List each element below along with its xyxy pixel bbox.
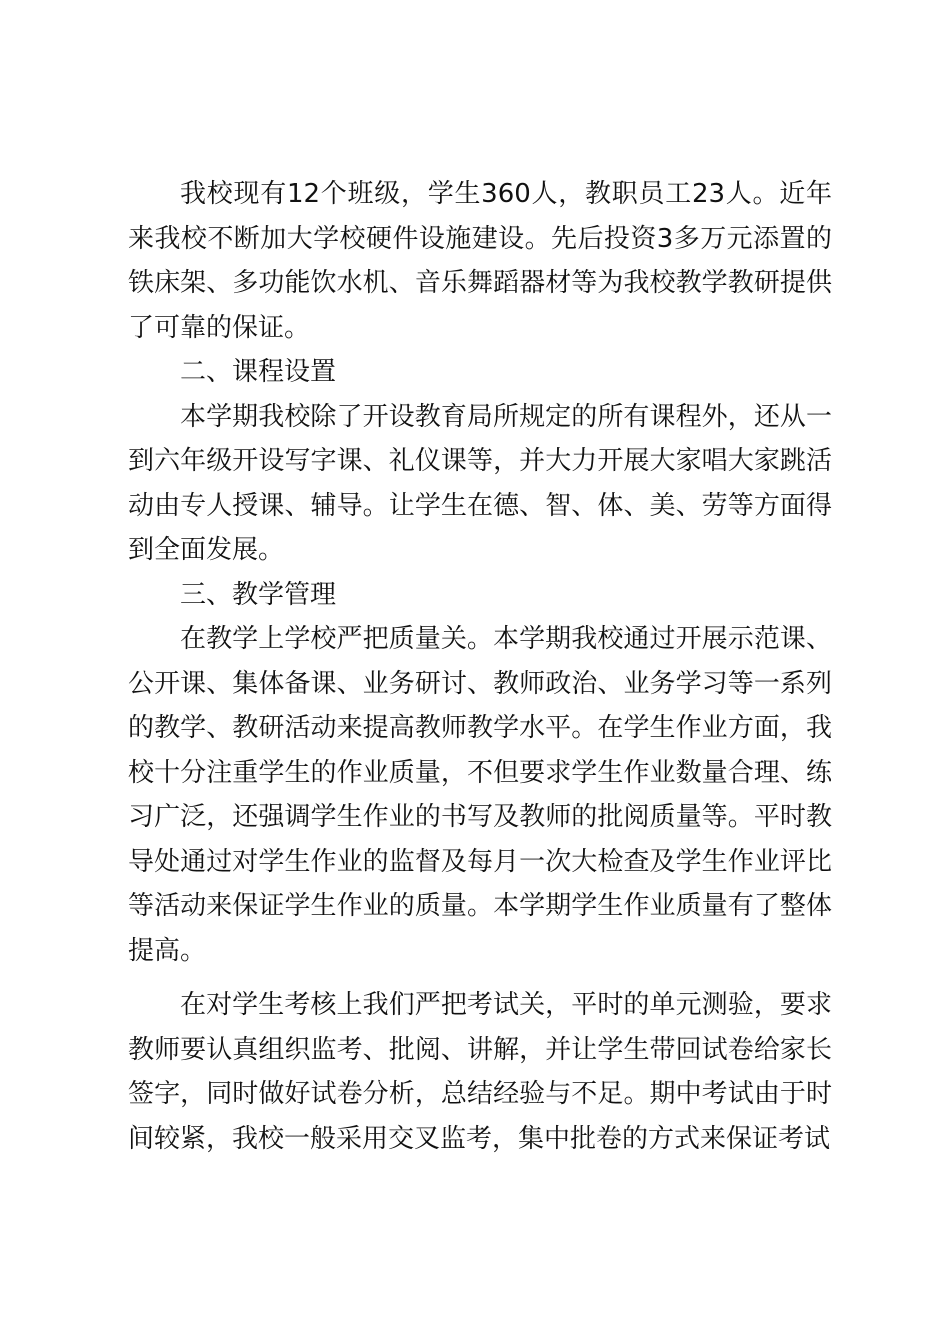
paragraph-teaching-management: 在教学上学校严把质量关。本学期我校通过开展示范课、公开课、集体备课、业务研讨、教师政治、业务学习等一系列的教学、教研活动来提高教师教学水平。在学生作业方面，我校十分注重学生的作业质量，不但要求学生作业数量合理、练习广泛，还强调学生作业的书写及教师的批阅质量等。平时教导处通过对学生作业的监督及每月一次大检查及学生作业评比等活动来保证学生作业的质量。本学期学生作业质量有了整体提高。 bbox=[128, 624, 832, 966]
document-body bbox=[128, 172, 832, 1161]
paragraph-exams: 在对学生考核上我们严把考试关，平时的单元测验，要求教师要认真组织监考、批阅、讲解，并让学生带回试卷给家长签字，同时做好试卷分析，总结经验与不足。期中考试由于时间较紧，我校一般采用交叉监考，集中批卷的方式来保证考试 bbox=[128, 990, 832, 1154]
paragraph-facilities: 我校现有12个班级，学生360人，教职员工23人。近年来我校不断加大学校硬件设施建设。先后投资3多万元添置的铁床架、多功能饮水机、音乐舞蹈器材等为我校教学教研提供了可靠的保证。 bbox=[128, 179, 832, 343]
paragraph-curriculum: 本学期我校除了开设教育局所规定的所有课程外，还从一到六年级开设写字课、礼仪课等，并大力开展大家唱大家跳活动由专人授课、辅导。让学生在德、智、体、美、劳等方面得到全面发展。 bbox=[128, 401, 832, 565]
heading-teaching-management: 三、教学管理 bbox=[180, 579, 337, 610]
heading-curriculum: 二、课程设置 bbox=[180, 357, 337, 387]
